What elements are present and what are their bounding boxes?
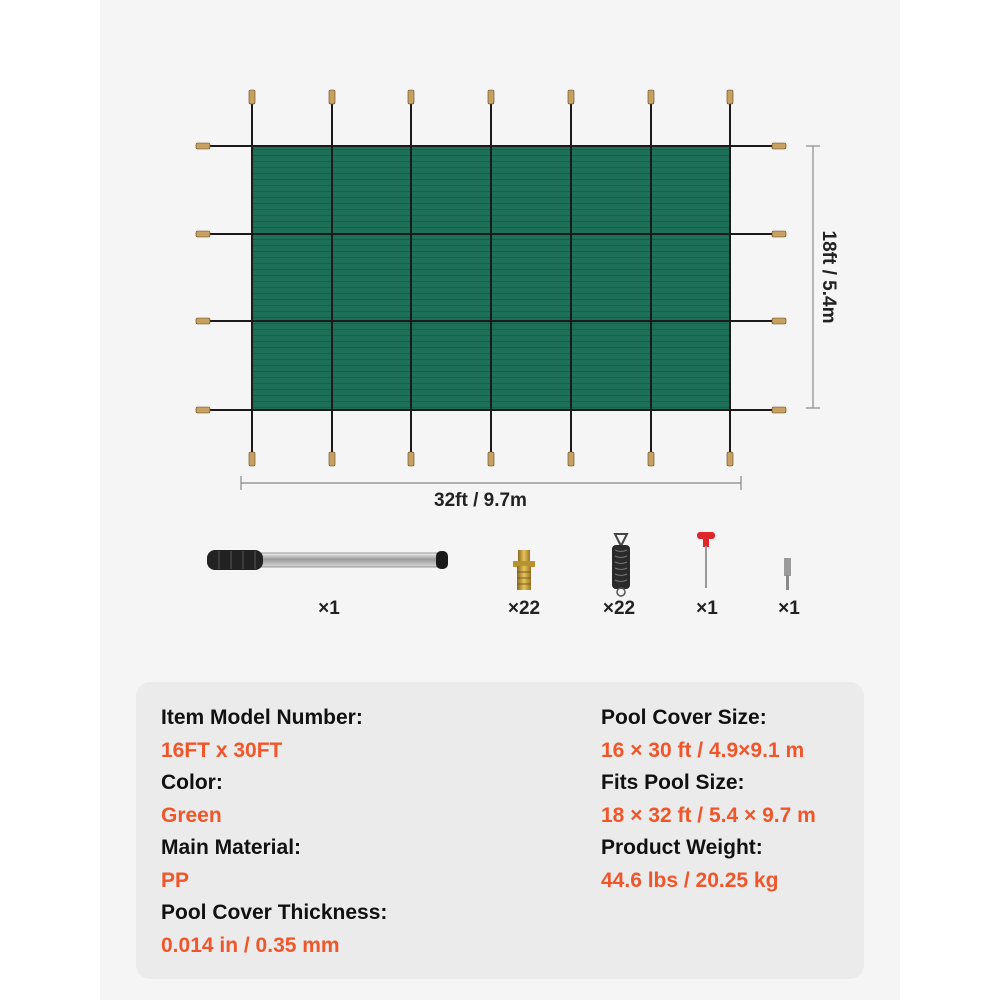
hex-key-quantity: ×1	[778, 598, 800, 619]
cover-size-value: 16 × 30 ft / 4.9×9.1 m	[601, 738, 805, 762]
height-dimension-label: 18ft / 5.4m	[818, 230, 839, 324]
thickness-value: 0.014 in / 0.35 mm	[161, 933, 340, 957]
specifications-panel	[136, 682, 864, 979]
anchor-quantity: ×22	[507, 598, 541, 619]
width-dimension-label: 32ft / 9.7m	[434, 490, 527, 511]
anchor-tip	[196, 143, 210, 149]
width-dimension-line	[241, 476, 741, 490]
anchor-tip	[329, 90, 335, 104]
hex-key-icon	[784, 558, 791, 590]
anchor-tip	[568, 452, 574, 466]
fits-pool-size-value: 18 × 32 ft / 5.4 × 9.7 m	[601, 803, 816, 827]
anchor-tip	[568, 90, 574, 104]
specs-right-column	[601, 702, 816, 897]
anchor-tip	[196, 318, 210, 324]
t-handle-tool-icon	[697, 532, 715, 588]
anchor-tip	[727, 90, 733, 104]
anchor-tip	[249, 452, 255, 466]
spring-quantity: ×22	[602, 598, 636, 619]
anchor-tip	[488, 452, 494, 466]
material-label: Main Material:	[161, 836, 302, 859]
fits-pool-size-label: Fits Pool Size:	[601, 771, 745, 794]
installation-rod-icon	[207, 550, 448, 570]
anchor-tip	[249, 90, 255, 104]
specs-left-column	[161, 702, 387, 962]
weight-label: Product Weight:	[601, 836, 763, 859]
color-label: Color:	[161, 771, 223, 794]
rod-quantity: ×1	[318, 598, 340, 619]
weight-value: 44.6 lbs / 20.25 kg	[601, 868, 779, 892]
anchor-tip	[648, 452, 654, 466]
cover-size-label: Pool Cover Size:	[601, 706, 767, 729]
anchor-tip	[408, 452, 414, 466]
anchor-tip	[648, 90, 654, 104]
brass-anchor-icon	[513, 550, 535, 590]
anchor-tip	[772, 143, 786, 149]
anchor-tip	[727, 452, 733, 466]
anchor-tip	[772, 231, 786, 237]
model-number-value: 16FT x 30FT	[161, 738, 283, 762]
t-handle-quantity: ×1	[696, 598, 718, 619]
anchor-tip	[772, 318, 786, 324]
color-value: Green	[161, 803, 222, 827]
anchor-tip	[196, 231, 210, 237]
anchor-tip	[408, 90, 414, 104]
spring-icon	[612, 534, 630, 596]
material-value: PP	[161, 868, 190, 892]
anchor-tip	[196, 407, 210, 413]
thickness-label: Pool Cover Thickness:	[161, 901, 388, 924]
anchor-tip	[772, 407, 786, 413]
anchor-tip	[329, 452, 335, 466]
model-number-label: Item Model Number:	[161, 706, 363, 729]
anchor-tip	[488, 90, 494, 104]
